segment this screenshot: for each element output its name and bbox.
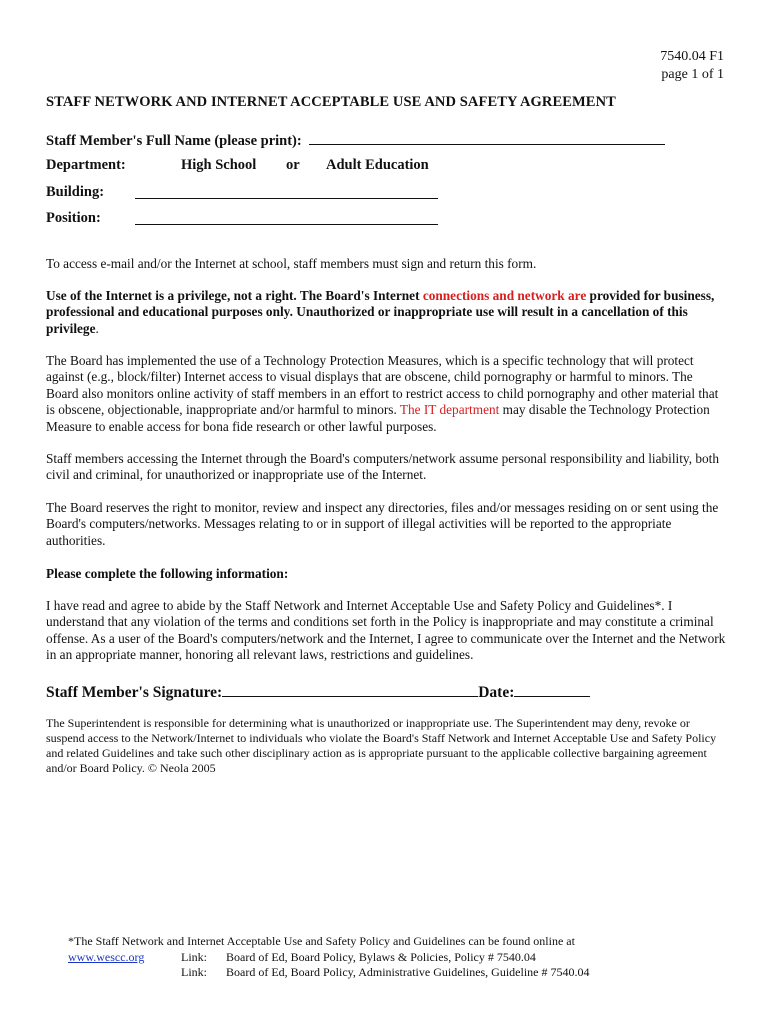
footer-link-row-2 <box>68 965 590 981</box>
name-field-row <box>46 130 665 150</box>
date-label: Date: <box>478 684 515 701</box>
website-link[interactable]: www.wescc.org <box>68 949 145 964</box>
form-header <box>660 48 724 84</box>
name-input-line[interactable] <box>309 130 665 145</box>
building-label: Building: <box>46 184 105 200</box>
superintendent-paragraph: The Superintendent is responsible for determining what is unauthorized or inappropriate use. The Superintendent may deny, revoke or suspend access to the Network/Internet to individuals who violate the Board's Staff Network and Internet Acceptable Use and Safety Policy and related Guidelines and take such other disciplinary action as is appropriate pursuant to the applicable collective bargaining agreement and/or Board Policy. © Neola 2005 <box>46 716 717 775</box>
footer-link-row-1 <box>68 950 575 966</box>
complete-heading: Please complete the following information: <box>46 566 289 581</box>
position-field-row <box>46 210 101 227</box>
liability-paragraph: Staff members accessing the Internet through the Board's computers/network assume personal responsibility and liability, both civil and criminal, for unauthorized or inappropriate use of the Internet. <box>46 451 719 483</box>
building-input-line[interactable] <box>135 184 438 199</box>
footer-note <box>68 934 590 981</box>
privilege-text-red: connections and network are <box>422 288 587 303</box>
tech-text-red: The IT department <box>399 402 500 418</box>
footer-note-text: *The Staff Network and Internet Acceptable Use and Safety Policy and Guidelines can be found online at <box>68 934 575 948</box>
signature-row <box>46 682 590 702</box>
department-field-row <box>46 157 429 174</box>
document-title: STAFF NETWORK AND INTERNET ACCEPTABLE USE AND SAFETY AGREEMENT <box>46 94 616 110</box>
tech-text-1: The Board has implemented the use of a Technology Protection Measures, which is a specific technology that will protect against (e.g., block/filter) Internet access to visual displays that are obscene, child pornography or harmful to minors. The Board also monitors online activity of staff members in an effort to restrict access to child pornography and other material that is obscene, objectionable, inappropriate and/or harmful to minors. <box>46 353 719 418</box>
agreement-paragraph: I have read and agree to abide by the Staff Network and Internet Acceptable Use and Safety Policy and Guidelines*. I understand that any violation of the terms and conditions set forth in the Policy is inappropriate and may constitute a criminal offense. As a user of the Board's computers/network and the Internet, I agree to communicate over the Internet and the Network in an appropriate manner, honoring all relevant laws, restrictions and guidelines. <box>46 598 726 663</box>
building-field-row <box>46 184 104 201</box>
date-input-line[interactable] <box>514 682 590 697</box>
technology-paragraph <box>46 353 726 435</box>
option-high-school[interactable]: High School <box>181 157 257 173</box>
policy-link-text: Board of Ed, Board Policy, Bylaws & Policies, Policy # 7540.04 <box>226 949 536 964</box>
signature-label: Staff Member's Signature: <box>46 684 223 701</box>
form-number: 7540.04 F1 <box>660 49 724 64</box>
privilege-paragraph <box>46 288 726 337</box>
position-input-line[interactable] <box>135 210 438 225</box>
privilege-text-4: . <box>95 320 99 336</box>
link-label-2: Link: <box>181 965 207 979</box>
name-label: Staff Member's Full Name (please print): <box>46 133 302 149</box>
department-label: Department: <box>46 157 126 173</box>
rights-paragraph: The Board reserves the right to monitor, review and inspect any directories, files and/or messages residing on or sent using the Board's computers/networks. Messages relating to or in support of illegal activities will be reported to the appropriate authorities. <box>46 500 719 548</box>
position-label: Position: <box>46 210 101 226</box>
privilege-text-3: provided for business, professional and educational purposes only. Unauthorized or inappropriate use will result in a cancellation of this privilege <box>46 288 715 336</box>
tech-text-3: may disable the Technology Protection Measure to enable access for bona fide research or other lawful purposes. <box>46 402 710 434</box>
page-number: page 1 of 1 <box>661 67 724 82</box>
or-text: or <box>286 157 300 173</box>
link-label-1: Link: <box>181 949 207 964</box>
intro-paragraph: To access e-mail and/or the Internet at school, staff members must sign and return this form. <box>46 256 537 271</box>
guideline-link-text: Board of Ed, Board Policy, Administrative Guidelines, Guideline # 7540.04 <box>226 965 590 979</box>
privilege-text-1: Use of the Internet is a privilege, not a right. The Board's Internet <box>46 288 423 303</box>
option-adult-education[interactable]: Adult Education <box>326 157 429 173</box>
signature-input-line[interactable] <box>222 682 478 697</box>
